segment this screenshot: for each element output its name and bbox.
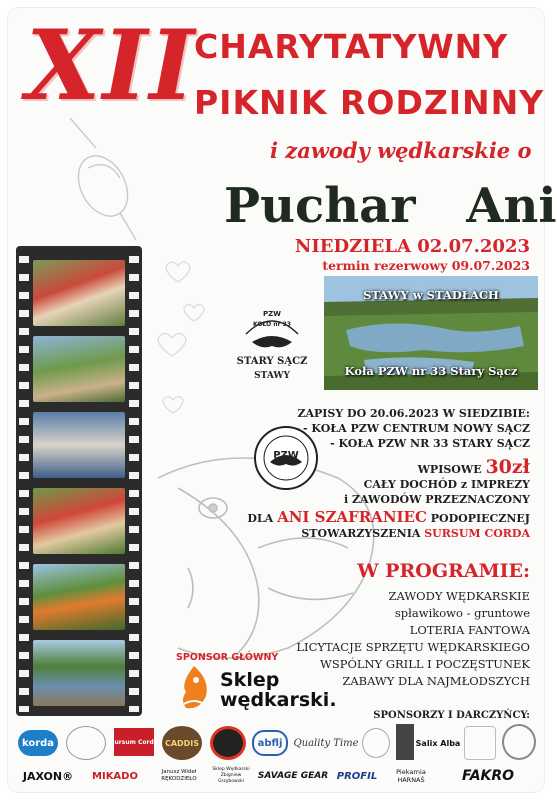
pzw-logo-bottom-text: STAWY	[254, 371, 290, 381]
sponsor-logo: Piekarnia HARNAŚ	[396, 768, 426, 784]
sponsor-logo: korda	[18, 730, 58, 756]
pzw-logo-city-text: STARY SĄCZ	[236, 356, 308, 367]
dla-line1	[247, 510, 530, 526]
program-title: W PROGRAMIE:	[357, 560, 530, 582]
sponsor-logo	[464, 726, 496, 760]
sponsor-logo: MIKADO	[92, 770, 138, 782]
beneficiary-org: SURSUM CORDA	[424, 527, 530, 540]
dla-line2	[247, 526, 530, 541]
subtitle: i zawody wędkarskie o	[270, 138, 532, 163]
sponsors-label: SPONSORZY I DARCZYŃCY:	[373, 710, 530, 721]
registration-info	[297, 406, 530, 451]
wpisowe-line3: i ZAWODÓW PRZEZNACZONY	[344, 493, 530, 506]
lake-top-label: STAWY w STADŁACH	[363, 288, 499, 302]
sponsor-logo: PROFIL	[336, 770, 378, 782]
wpisowe-label: WPISOWE	[417, 463, 482, 476]
zapisy-line2: - KOŁA PZW CENTRUM NOWY SĄCZ	[303, 422, 530, 435]
sponsor-logo: Quality Time	[293, 737, 359, 749]
hearts-sketch	[158, 262, 204, 413]
program-item: ZABAWY DLA NAJMŁODSZYCH	[342, 674, 530, 688]
zapisy-line3: - KOŁA PZW NR 33 STARY SĄCZ	[330, 437, 530, 450]
photo-frame-2	[33, 336, 125, 402]
lake-photo	[324, 276, 538, 390]
sponsor-name-line1: Sklep	[220, 669, 280, 691]
sponsor-logo: abflj	[252, 730, 288, 756]
title-line1: CHARYTATYWNY	[194, 27, 509, 66]
program-item: WSPÓLNY GRILL I POCZĘSTUNEK	[320, 657, 530, 671]
wpisowe-amount: 30zł	[485, 456, 530, 478]
pzw-logo-middle-text: KOŁO nr 33	[253, 321, 291, 328]
film-holes-left	[19, 250, 29, 712]
program-item: LICYTACJE SPRZĘTU WĘDKARSKIEGO	[296, 640, 530, 654]
lake-bottom-label: Koła PZW nr 33 Stary Sącz	[344, 364, 518, 378]
fish-logo-icon	[176, 664, 212, 712]
photo-frame-5	[33, 564, 125, 630]
sponsor-logo: CADDIS	[162, 726, 202, 760]
date-main: NIEDZIELA 02.07.2023	[294, 236, 530, 257]
sponsor-logo: Sursum Corda	[114, 728, 154, 756]
dla-suffix: PODOPIECZNEJ	[430, 512, 530, 525]
sponsor-logo: Janusz Wideł RĘKODZIEŁO	[161, 769, 197, 782]
sponsor-logos-row1	[14, 722, 538, 762]
date-reserve: termin rezerwowy 09.07.2023	[322, 258, 530, 273]
beneficiary-name: ANI SZAFRANIEC	[277, 508, 427, 526]
wpisowe-line2: CAŁY DOCHÓD z IMPREZY	[363, 478, 530, 491]
sponsor-logo: JAXON®	[22, 769, 74, 783]
program-item: spławikowo - gruntowe	[394, 606, 530, 620]
sponsor-logo	[396, 724, 414, 760]
program-item: ZAWODY WĘDKARSKIE	[388, 589, 530, 603]
poster	[8, 8, 557, 792]
sponsor-logo: Salix Alba	[415, 738, 461, 748]
photo-frame-4	[33, 488, 125, 554]
sponsor-logo	[210, 726, 246, 760]
sponsor-logo	[66, 726, 106, 760]
pzw-logo2-text: PZW	[273, 450, 299, 461]
sponsor-logo: Sklep Wędkarski Zbigniew Grzybowski	[212, 767, 250, 784]
film-holes-right	[129, 250, 139, 712]
photo-frame-1	[33, 260, 125, 326]
sponsor-logo	[502, 724, 536, 760]
cup-title: Puchar Ani	[224, 178, 557, 234]
wpisowe-line1	[344, 456, 530, 478]
dla-line2-prefix: STOWARZYSZENIA	[301, 527, 421, 540]
roman-numeral: XII	[26, 9, 197, 122]
photo-frame-6	[33, 640, 125, 706]
pzw-stary-sacz-logo	[236, 304, 308, 388]
sponsor-logo: FAKRO	[461, 768, 515, 784]
main-sponsor-label: SPONSOR GŁÓWNY	[176, 652, 279, 663]
zapisy-line1: ZAPISY DO 20.06.2023 W SIEDZIBIE:	[297, 407, 530, 420]
sponsor-name-line2: wędkarski.	[220, 689, 337, 711]
beneficiary-info	[247, 510, 530, 541]
photo-frame-3	[33, 412, 125, 478]
sponsor-logo: SAVAGE GEAR	[257, 771, 329, 781]
dla-prefix: DLA	[247, 512, 274, 525]
event-date	[295, 236, 530, 274]
main-sponsor-name	[220, 670, 337, 710]
entry-fee-info	[344, 456, 530, 507]
title-line2: PIKNIK RODZINNY	[194, 83, 545, 122]
program-item: LOTERIA FANTOWA	[409, 623, 530, 637]
photo-film-strip	[16, 246, 142, 716]
float-sketch	[69, 118, 138, 240]
sponsor-logo	[362, 728, 390, 758]
sponsor-logos-row2	[14, 764, 538, 788]
pzw-logo-top-text: PZW	[263, 310, 281, 318]
